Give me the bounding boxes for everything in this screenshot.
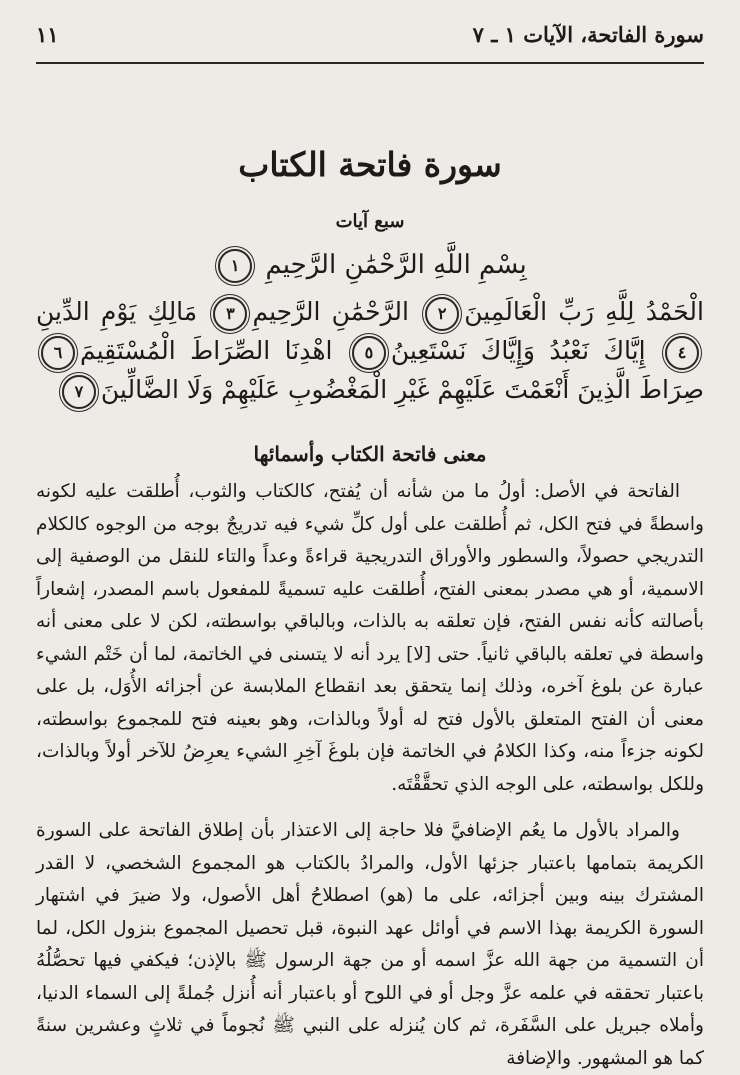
- header-rule: [36, 62, 704, 64]
- verse-text: الرَّحْمَٰنِ الرَّحِيمِ: [252, 297, 409, 326]
- verse-text: اهْدِنَا الصِّرَاطَ الْمُسْتَقِيمَ: [80, 336, 333, 365]
- ayah-number-marker: ٦: [41, 336, 75, 370]
- surah-title: سورة فاتحة الكتاب: [238, 145, 502, 184]
- ayat-count: سبع آيات: [335, 211, 405, 232]
- basmala-text: بِسْمِ اللَّهِ الرَّحْمَٰنِ الرَّحِيمِ: [265, 250, 527, 280]
- commentary-paragraph: والمراد بالأول ما يعُم الإضافيَّ فلا حاجة إلى الاعتذار بأن إطلاق الفاتحة على السورة الكريمة بتمامها باعتبار جزئها الأول، والمرادُ بالكتاب هو المجموع الشخصي، لا القدر المشترك بينه وبين أجزائه، على ما (هو) اصطلاحُ أهل الأصول، ولا ضيرَ في اشتهار السورة الكريمة بهذا الاسم في أوائل عهد النبوة، قبل تحصيل المجموع بنزول الكل، لما أن التسمية من جهة الله عزَّ اسمه أو من جهة الرسول ﷺ بالإذن؛ فيكفي فيها تحصُّلُهُ باعتبار تحققه في علمه عزَّ وجل أو في اللوح أو باعتبار أنه أُنزل جُملةً إلى السماء الدنيا، وأملاه جبريل على السَّفَرة، ثم كان يُنزله على النبي ﷺ نُجوماً في ثلاثٍ وعشرين سنةً كما هو المشهور. والإضافة: [36, 820, 704, 1069]
- running-head: [36, 14, 704, 54]
- ayah-number-marker: ٥: [352, 336, 386, 370]
- ayah-number-marker: ٢: [425, 297, 459, 331]
- ayah-number-marker: ٤: [665, 336, 699, 370]
- verse-text: إِيَّاكَ نَعْبُدُ وَإِيَّاكَ نَسْتَعِينُ: [390, 336, 646, 365]
- verse-text: مَالِكِ يَوْمِ الدِّينِ: [36, 297, 198, 326]
- running-head-title: سورة الفاتحة، الآيات ١ ـ ٧: [472, 21, 704, 47]
- basmala-line: [0, 240, 740, 290]
- verse-text: صِرَاطَ الَّذِينَ أَنْعَمْتَ عَلَيْهِمْ غَيْرِ الْمَغْضُوبِ عَلَيْهِمْ وَلَا الضَّالِّينَ: [100, 375, 704, 404]
- commentary-paragraph: الفاتحة في الأصل: أولُ ما من شأنه أن يُفتح، كالكتاب والثوب، أُطلقت عليه لكونه واسطةً في فتح الكل، ثم أُطلقت على أول كلِّ شيء فيه تدريجٌ بوجه من الوجوه كالكلام التدريجي حصولاً، والسطور والأوراق التدريجية قراءةً وعداً والتاء للنقل من الوصفية إلى الاسمية، أو هي مصدر بمعنى الفتح، أُطلقت عليه تسميةً للمفعول باسم المصدر، إشعاراً بأصالته كأنه نفس الفتح، فإن تعلقه به بالذات، وبالباقي بواسطته، لكن لا على معنى أنه واسطة في تعلقه بالباقي ثانياً. حتى [لا] يرد أنه لا يتسنى في الخاتمة، لما أن خَتْم الشيء عبارة عن بلوغ آخره، وذلك إنما يتحقق بعد انقطاع الملابسة عن أجزائه الأُوَل، بل على معنى أن الفتح المتعلق بالأول فتح له أولاً وبالذات، وهو بعينه فتح للمجموع بواسطته، لكونه جزءاً منه، وكذا الكلامُ في الخاتمة فإن بلوغَ آخِرِ الشيء يعرِضُ للآخر أولاً وبالذات، وللكل بواسطته، على الوجه الذي تحقَّقْتَه.: [36, 481, 704, 795]
- section-heading: معنى فاتحة الكتاب وأسمائها: [253, 442, 487, 466]
- verse-text: الْحَمْدُ لِلَّهِ رَبِّ الْعَالَمِينَ: [464, 297, 704, 326]
- commentary-body: [36, 476, 704, 1075]
- verses-block: [36, 292, 704, 409]
- ayah-number-marker: ١: [218, 249, 252, 283]
- page-number: ١١: [36, 21, 59, 47]
- ayah-number-marker: ٧: [62, 375, 96, 409]
- ayah-number-marker: ٣: [213, 297, 247, 331]
